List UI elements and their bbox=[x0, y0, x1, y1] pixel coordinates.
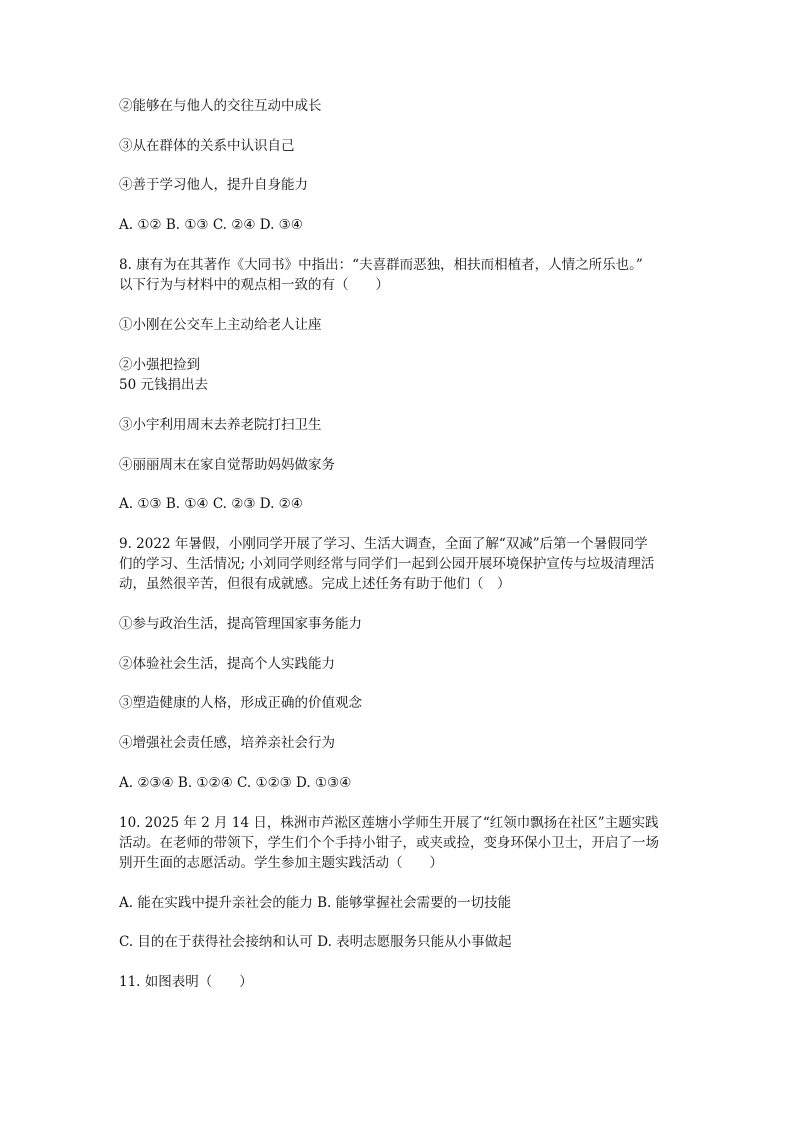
question-8-stem: 以下行为与材料中的观点相一致的有（ ） bbox=[119, 277, 389, 293]
answer-choices: A. ①③ B. ①④ C. ②③ D. ②④ bbox=[119, 496, 303, 512]
answer-choices: A. ②③④ B. ①②④ C. ①②③ D. ①③④ bbox=[119, 775, 352, 791]
question-9-stem: 9. 2022 年暑假，小刚同学开展了学习、生活大调查，全面了解“双减”后第一个暑假同学 bbox=[119, 536, 648, 552]
question-9-stem: 动，虽然很辛苦，但很有成就感。完成上述任务有助于他们（ ） bbox=[119, 576, 511, 592]
question-8-stem: 8. 康有为在其著作《大同书》中指出：“夫喜群而恶独，相扶而相植者，人情之所乐也。” bbox=[119, 257, 643, 273]
question-10-stem: 活动。在老师的带领下，学生们个个手持小钳子，或夹或捡，变身环保小卫士，开启了一场 bbox=[119, 835, 659, 851]
option-line: ①小刚在公交车上主动给老人让座 bbox=[119, 317, 322, 333]
option-line: 50 元钱捐出去 bbox=[119, 377, 208, 393]
question-9-stem: 们的学习、生活情况; 小刘同学则经常与同学们一起到公园开展环境保护宣传与垃圾清理活 bbox=[119, 556, 655, 572]
question-10-stem: 别开生面的志愿活动。学生参加主题实践活动（ ） bbox=[119, 855, 443, 871]
option-line: ③小宇利用周末去养老院打扫卫生 bbox=[119, 417, 322, 433]
option-line: ②体验社会生活，提高个人实践能力 bbox=[119, 656, 335, 672]
option-line: ②能够在与他人的交往互动中成长 bbox=[119, 98, 322, 114]
option-line: ①参与政治生活，提高管理国家事务能力 bbox=[119, 616, 362, 632]
answer-choices: A. ①② B. ①③ C. ②④ D. ③④ bbox=[119, 217, 303, 233]
answer-choices: C. 目的在于获得社会接纳和认可 D. 表明志愿服务只能从小事做起 bbox=[119, 934, 512, 950]
option-line: ③从在群体的关系中认识自己 bbox=[119, 138, 295, 154]
option-line: ②小强把捡到 bbox=[119, 357, 200, 373]
answer-choices: A. 能在实践中提升亲社会的能力 B. 能够掌握社会需要的一切技能 bbox=[119, 895, 512, 911]
option-line: ④善于学习他人，提升自身能力 bbox=[119, 177, 308, 193]
option-line: ③塑造健康的人格，形成正确的价值观念 bbox=[119, 695, 362, 711]
question-10-stem: 10. 2025 年 2 月 14 日，株洲市芦淞区莲塘小学师生开展了“红领巾飘扬在社区”主题实践 bbox=[119, 815, 659, 831]
option-line: ④丽丽周末在家自觉帮助妈妈做家务 bbox=[119, 457, 335, 473]
question-11-stem: 11. 如图表明（ ） bbox=[119, 974, 253, 990]
option-line: ④增强社会责任感，培养亲社会行为 bbox=[119, 735, 335, 751]
